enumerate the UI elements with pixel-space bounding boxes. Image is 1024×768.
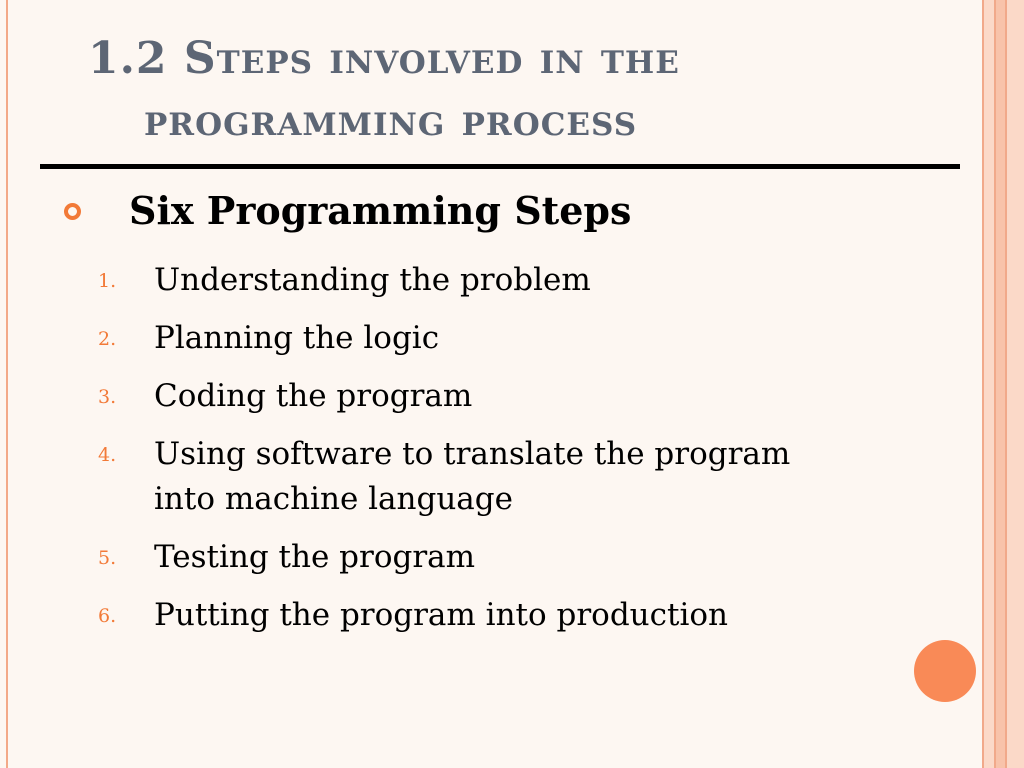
step-text: Coding the program — [154, 378, 473, 414]
step-number: 4. — [98, 444, 117, 466]
step-number: 6. — [98, 605, 117, 627]
left-border-line — [6, 0, 8, 768]
list-item — [98, 593, 898, 638]
list-item — [98, 316, 898, 361]
list-item — [98, 374, 898, 419]
step-text: Understanding the problem — [154, 262, 591, 298]
slide-title-line1: 1.2 Steps involved in the — [88, 33, 680, 84]
step-text: Testing the program — [154, 539, 476, 575]
section-heading-item — [64, 188, 631, 233]
list-item — [98, 258, 898, 303]
stripe — [984, 0, 994, 768]
section-heading: Six Programming Steps — [129, 188, 632, 233]
slide-title-line2: programming process — [144, 95, 638, 146]
step-text: Putting the program into production — [154, 597, 729, 633]
step-number: 1. — [98, 270, 117, 292]
title-divider — [40, 164, 960, 169]
step-number: 5. — [98, 547, 117, 569]
step-text: Using software to translate the program into machine language — [154, 436, 791, 517]
steps-list — [98, 258, 898, 651]
stripe — [1007, 0, 1024, 768]
list-item — [98, 432, 898, 522]
orange-circle-decoration — [914, 640, 976, 702]
step-text: Planning the logic — [154, 320, 440, 356]
ring-bullet-icon — [64, 203, 81, 220]
list-item — [98, 535, 898, 580]
step-number: 3. — [98, 386, 117, 408]
step-number: 2. — [98, 328, 117, 350]
right-decorative-stripes — [982, 0, 1024, 768]
stripe — [996, 0, 1005, 768]
slide-title — [88, 28, 888, 152]
